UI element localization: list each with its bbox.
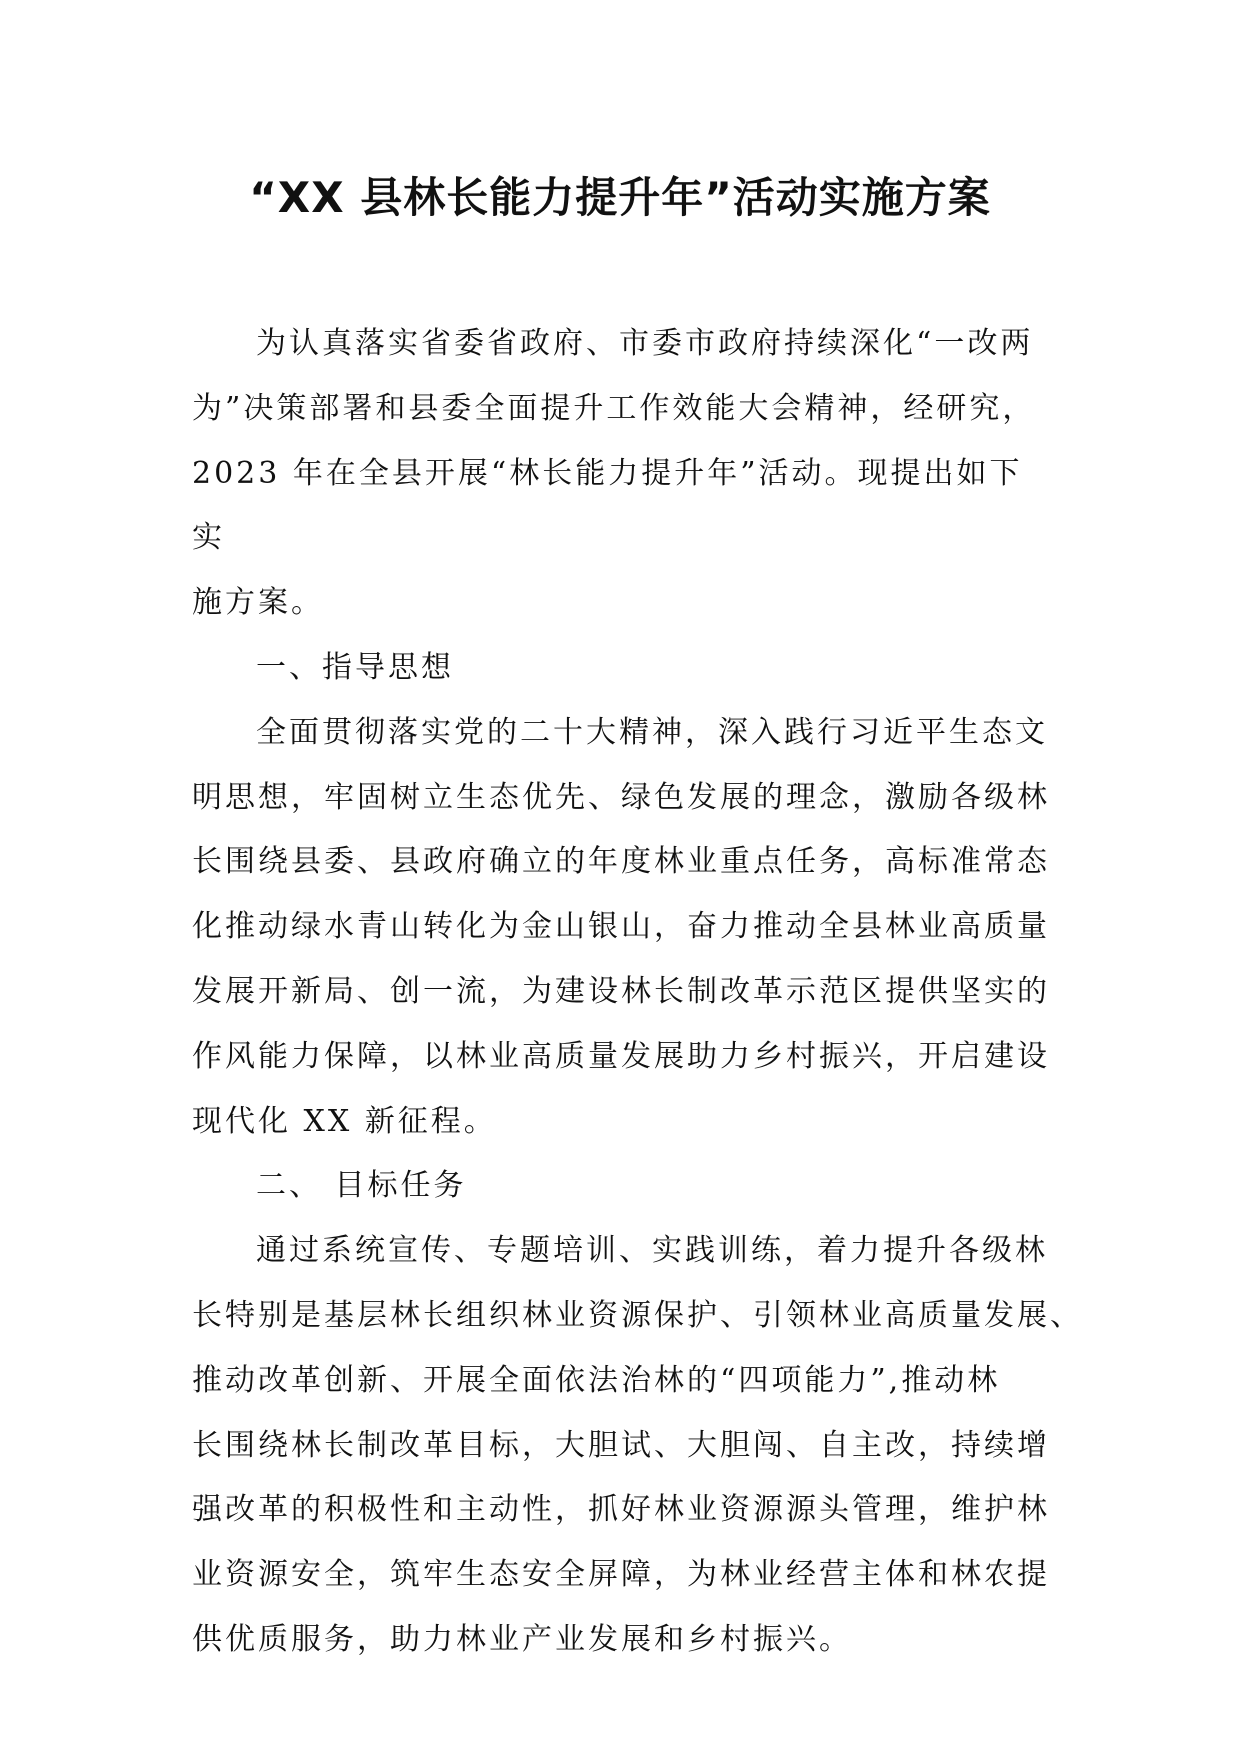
guiding-line-4: 化推动绿水青山转化为金山银山，奋力推动全县林业高质量: [192, 909, 1050, 945]
goals-line-1: 通过系统宣传、专题培训、实践训练，着力提升各级林: [256, 1233, 1048, 1269]
goals-line-2: 长特别是基层林长组织林业资源保护、引领林业高质量发展、: [192, 1297, 1083, 1333]
guiding-line-3: 长围绕县委、县政府确立的年度林业重点任务，高标准常态: [192, 844, 1050, 880]
guiding-line-7: 现代化 XX 新征程。: [192, 1103, 497, 1139]
intro-line-1: 为认真落实省委省政府、市委市政府持续深化“一改两: [256, 326, 1034, 361]
document-title: “XX 县林长能力提升年”活动实施方案: [249, 173, 991, 222]
document-body: [192, 312, 1083, 1673]
guiding-line-1: 全面贯彻落实党的二十大精神，深入践行习近平生态文: [256, 714, 1048, 750]
goals-line-7: 供优质服务，助力林业产业发展和乡村振兴。: [192, 1621, 852, 1657]
intro-line-3: 2023 年在全县开展“林长能力提升年”活动。现提出如下: [192, 455, 1023, 491]
goals-line-4: 长围绕林长制改革目标，大胆试、大胆闯、自主改，持续增: [192, 1427, 1050, 1463]
goals-line-5: 强改革的积极性和主动性，抓好林业资源源头管理，维护林: [192, 1492, 1050, 1528]
guiding-line-6: 作风能力保障，以林业高质量发展助力乡村振兴，开启建设: [192, 1038, 1050, 1074]
section-heading-guiding-ideology: 一、指导思想: [256, 649, 454, 685]
intro-line-4: 实: [192, 520, 225, 556]
intro-line-2: 为”决策部署和县委全面提升工作效能大会精神，经研究，: [192, 390, 1036, 426]
section-heading-goals: 二、 目标任务: [256, 1168, 467, 1204]
guiding-line-2: 明思想，牢固树立生态优先、绿色发展的理念，激励各级林: [192, 779, 1050, 815]
guiding-line-5: 发展开新局、创一流，为建设林长制改革示范区提供坚实的: [192, 973, 1050, 1009]
goals-line-3: 推动改革创新、开展全面依法治林的“四项能力”,推动林: [192, 1362, 1001, 1398]
intro-line-5: 施方案。: [192, 585, 324, 621]
goals-line-6: 业资源安全，筑牢生态安全屏障，为林业经营主体和林农提: [192, 1557, 1050, 1593]
